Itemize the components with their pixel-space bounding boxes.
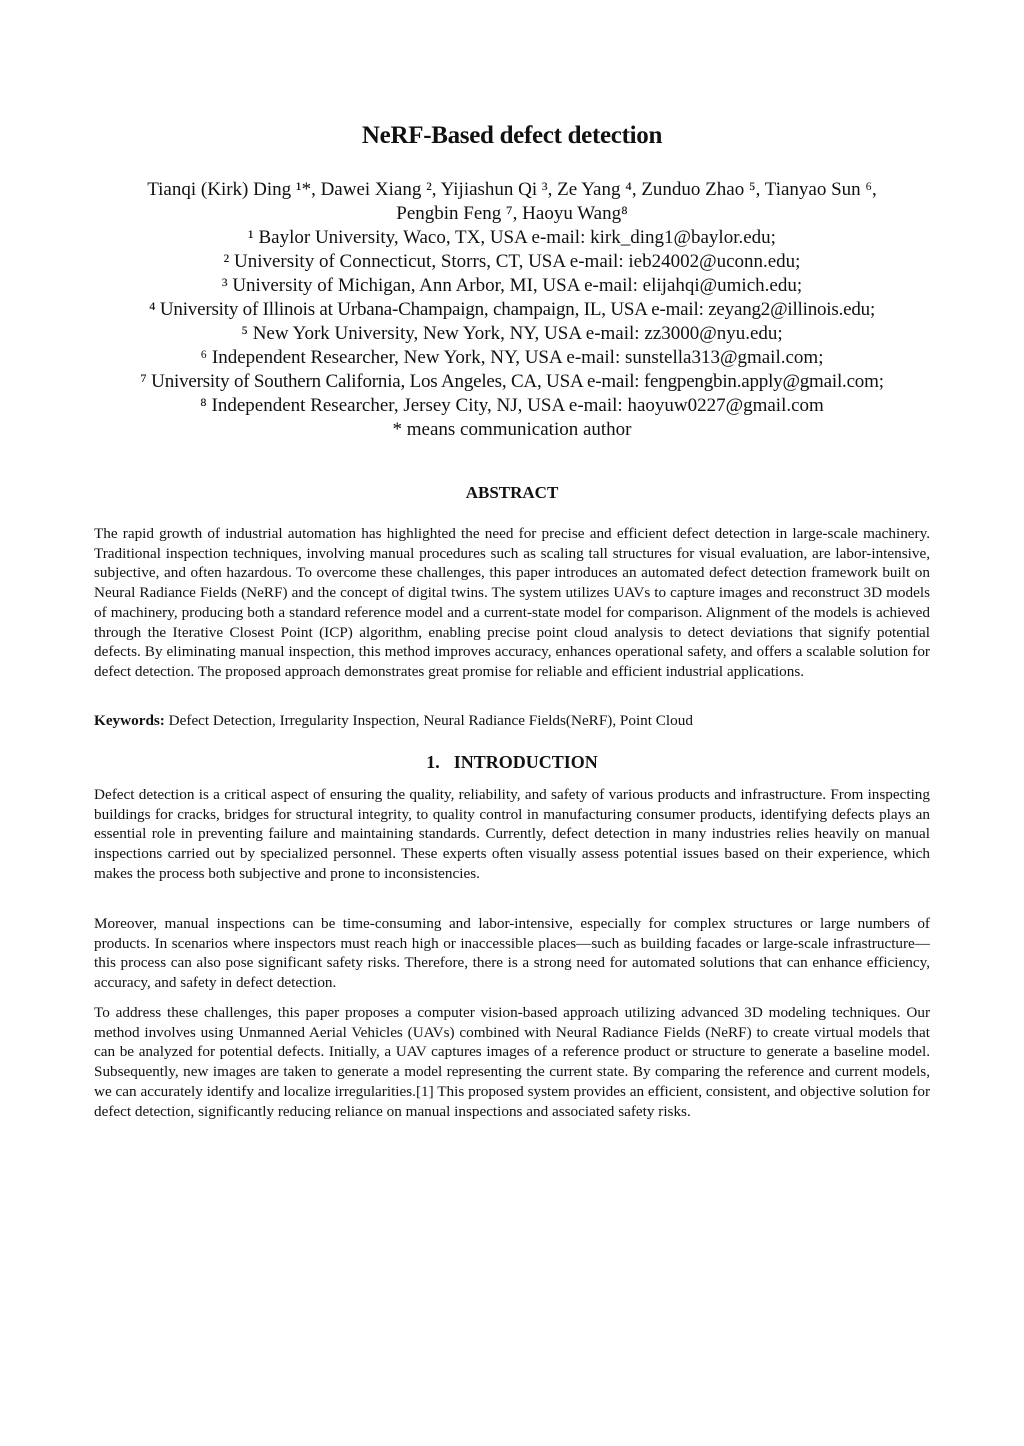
corresponding-author-note: * means communication author: [392, 419, 632, 440]
affiliation-4: ⁴ University of Illinois at Urbana-Champaign, champaign, IL, USA e-mail: zeyang2@illinois.edu;: [148, 299, 876, 320]
affiliation-7: ⁷ University of Southern California, Los Angeles, CA, USA e-mail: fengpengbin.apply@gmail.com;: [140, 371, 884, 392]
affiliation-3: ³ University of Michigan, Ann Arbor, MI, USA e-mail: elijahqi@umich.edu;: [221, 275, 803, 296]
section-number: 1.: [426, 752, 440, 772]
abstract-heading: ABSTRACT: [465, 483, 559, 502]
paragraph-text: To address these challenges, this paper proposes a computer vision-based approach utilizing advanced 3D modeling techniques. Our method involves using Unmanned Aerial Vehicles (UAVs) combined with Neural Radiance Fields (NeRF) to create virtual models that can be analyzed for potential defects. Initially, a UAV captures images of a reference product or structure to generate a baseline model. Subsequently, new images are taken to generate a model representing the current state. By comparing the reference and current models, we can accurately identify and localize irregularities.[1] This proposed system provides an efficient, consistent, and objective solution for defect detection, significantly reducing reliance on manual inspections and associated safety risks.: [94, 1004, 930, 1120]
keywords-label: Keywords:: [94, 712, 165, 729]
abstract-paragraph: The rapid growth of industrial automation has highlighted the need for precise and efficient defect detection in large-scale machinery. Traditional inspection techniques, involving manual procedures such as scaling tall structures for visual evaluation, are labor-intensive, subjective, and often hazardous. To overcome these challenges, this paper introduces an automated defect detection framework built on Neural Radiance Fields (NeRF) and the concept of digital twins. The system utilizes UAVs to capture images and reconstruct 3D models of machinery, producing both a standard reference model and a current-state model for comparison. Alignment of the models is achieved through the Iterative Closest Point (ICP) algorithm, enabling precise point cloud analysis to detect deviations that signify potential defects. By eliminating manual inspection, this method improves accuracy, enhances operational safety, and offers a scalable solution for defect detection. The proposed approach demonstrates great promise for reliable and efficient industrial applications.: [94, 525, 930, 680]
author-block: [80, 178, 944, 442]
affiliation-1: ¹ Baylor University, Waco, TX, USA e-mail: kirk_ding1@baylor.edu;: [248, 227, 776, 248]
affiliation-2: ² University of Connecticut, Storrs, CT, USA e-mail: ieb24002@uconn.edu;: [223, 251, 801, 272]
intro-paragraph-2: [94, 914, 930, 993]
affiliation-6: ⁶ Independent Researcher, New York, NY, USA e-mail: sunstella313@gmail.com;: [200, 347, 824, 368]
authors-line-2: Pengbin Feng ⁷, Haoyu Wang⁸: [396, 203, 628, 224]
paper-title: NeRF-Based defect detection: [361, 122, 663, 149]
abstract-body: [94, 524, 930, 682]
paragraph-text: Moreover, manual inspections can be time-consuming and labor-intensive, especially for complex structures or large numbers of products. In scenarios where inspectors must reach high or inaccessible places—such as building facades or large-scale infrastructure—this process can also pose significant safety risks. Therefore, there is a strong need for automated solutions that can enhance efficiency, accuracy, and safety in defect detection.: [94, 915, 930, 992]
intro-paragraph-3: [94, 1003, 930, 1121]
paragraph-text: Defect detection is a critical aspect of ensuring the quality, reliability, and safety of various products and infrastructure. From inspecting buildings for cracks, bridges for structural integrity, to quality control in manufacturing consumer products, identifying defects plays an essential role in preventing failure and maintaining standards. Currently, defect detection in many industries relies heavily on manual inspections carried out by specialized personnel. These experts often visually assess potential issues based on their experience, which makes the process both subjective and prone to inconsistencies.: [94, 786, 930, 882]
authors-line-1: Tianqi (Kirk) Ding ¹*, Dawei Xiang ², Yijiashun Qi ³, Ze Yang ⁴, Zunduo Zhao ⁵, Tianyao Sun ⁶,: [147, 179, 877, 200]
section-title: INTRODUCTION: [453, 752, 598, 772]
keywords-list: Defect Detection, Irregularity Inspection, Neural Radiance Fields(NeRF), Point Cloud: [168, 712, 693, 729]
affiliation-5: ⁵ New York University, New York, NY, USA e-mail: zz3000@nyu.edu;: [241, 323, 783, 344]
section-heading-introduction: [0, 752, 1024, 773]
intro-paragraph-1: [94, 785, 930, 884]
keywords-line: [94, 711, 930, 731]
affiliation-8: ⁸ Independent Researcher, Jersey City, NJ, USA e-mail: haoyuw0227@gmail.com: [200, 395, 824, 416]
